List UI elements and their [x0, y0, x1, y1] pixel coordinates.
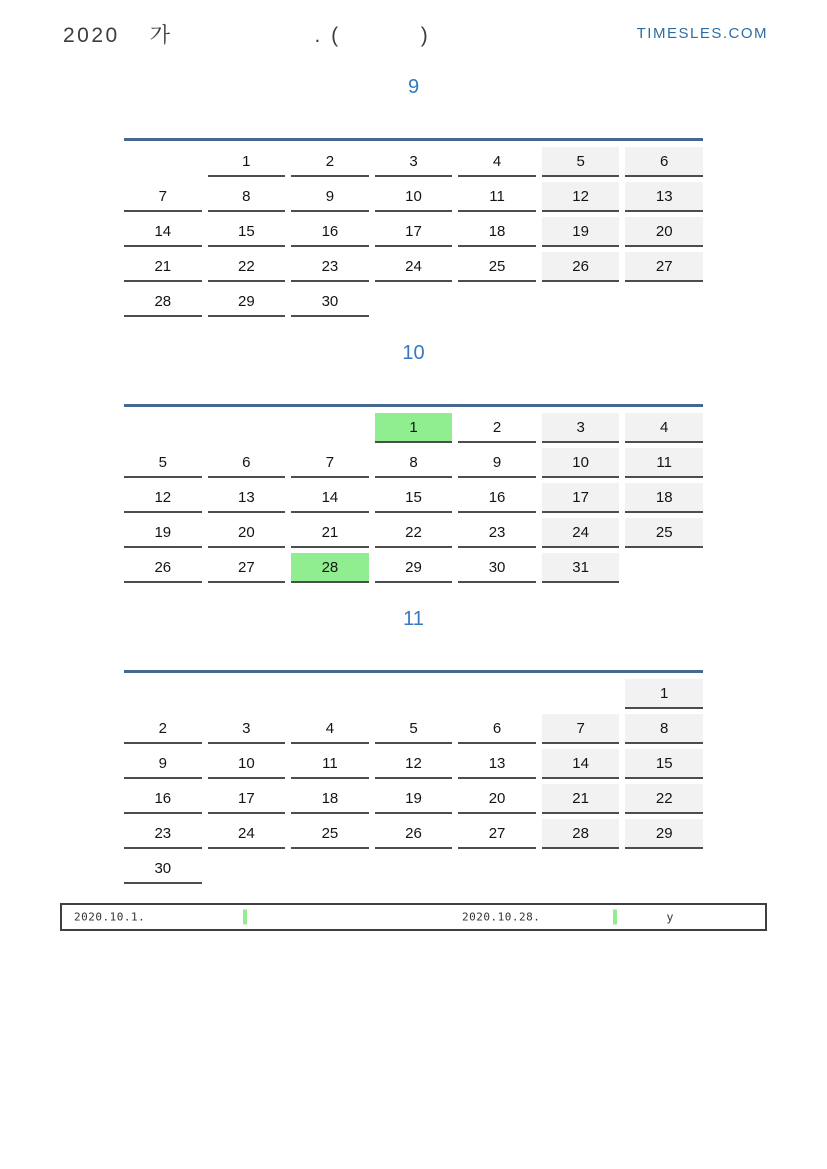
day-cell: 23 [124, 819, 202, 849]
day-cell: 12 [124, 483, 202, 513]
day-cell: 18 [458, 217, 536, 247]
day-cell: 29 [625, 819, 703, 849]
empty-day-cell [458, 679, 536, 709]
day-cell: 27 [208, 553, 286, 583]
day-cell: 29 [208, 287, 286, 317]
day-cell: 11 [458, 182, 536, 212]
legend-suffix-text: y [667, 910, 674, 924]
day-cell: 30 [458, 553, 536, 583]
month-grid [124, 413, 703, 583]
day-cell: 5 [542, 147, 620, 177]
empty-day-cell [291, 413, 369, 443]
day-cell: 6 [458, 714, 536, 744]
day-cell: 9 [458, 448, 536, 478]
day-cell: 31 [542, 553, 620, 583]
month-divider-line [124, 138, 703, 141]
day-cell: 25 [625, 518, 703, 548]
day-cell: 24 [375, 252, 453, 282]
legend-start-highlight-marker [243, 910, 247, 925]
site-logo-link[interactable]: TIMESLES.COM [636, 25, 768, 42]
day-cell: 12 [542, 182, 620, 212]
page-title [63, 19, 430, 49]
month-september [124, 76, 703, 317]
day-cell: 5 [375, 714, 453, 744]
day-cell: 15 [208, 217, 286, 247]
day-cell: 11 [625, 448, 703, 478]
day-cell: 4 [458, 147, 536, 177]
legend-start-date: 2020.10.1. [74, 910, 146, 924]
empty-day-cell [124, 679, 202, 709]
day-cell: 27 [458, 819, 536, 849]
empty-day-cell [458, 287, 536, 317]
day-cell: 2 [458, 413, 536, 443]
day-cell: 16 [458, 483, 536, 513]
day-cell: 19 [124, 518, 202, 548]
day-cell: 19 [542, 217, 620, 247]
day-cell: 6 [208, 448, 286, 478]
empty-day-cell [542, 679, 620, 709]
header [0, 0, 827, 49]
month-grid [124, 679, 703, 884]
day-cell-highlighted: 1 [375, 413, 453, 443]
day-cell: 13 [458, 749, 536, 779]
day-cell: 3 [542, 413, 620, 443]
day-cell: 22 [375, 518, 453, 548]
day-cell: 19 [375, 784, 453, 814]
day-cell: 10 [375, 182, 453, 212]
day-cell: 20 [458, 784, 536, 814]
empty-day-cell [291, 854, 369, 884]
day-cell: 23 [291, 252, 369, 282]
day-cell: 17 [208, 784, 286, 814]
day-cell: 26 [542, 252, 620, 282]
empty-day-cell [375, 679, 453, 709]
day-cell: 3 [208, 714, 286, 744]
title-close-paren: ) [420, 24, 431, 47]
day-cell: 23 [458, 518, 536, 548]
empty-day-cell [208, 413, 286, 443]
empty-day-cell [208, 679, 286, 709]
month-title: 11 [403, 608, 424, 630]
day-cell: 25 [291, 819, 369, 849]
day-cell: 1 [625, 679, 703, 709]
legend-end-highlight-marker [613, 910, 617, 925]
day-cell: 8 [625, 714, 703, 744]
empty-day-cell [625, 854, 703, 884]
day-cell: 21 [291, 518, 369, 548]
day-cell: 16 [124, 784, 202, 814]
empty-day-cell [291, 679, 369, 709]
empty-day-cell [542, 854, 620, 884]
day-cell: 15 [375, 483, 453, 513]
title-korean-text: 가 [149, 24, 173, 47]
day-cell: 21 [124, 252, 202, 282]
month-title: 9 [407, 76, 420, 98]
day-cell: 20 [208, 518, 286, 548]
day-cell: 13 [625, 182, 703, 212]
day-cell: 13 [208, 483, 286, 513]
month-divider-line [124, 670, 703, 673]
day-cell: 3 [375, 147, 453, 177]
day-cell: 1 [208, 147, 286, 177]
day-cell: 26 [124, 553, 202, 583]
month-divider-line [124, 404, 703, 407]
day-cell: 7 [291, 448, 369, 478]
empty-day-cell [625, 553, 703, 583]
day-cell: 10 [542, 448, 620, 478]
day-cell: 16 [291, 217, 369, 247]
day-cell: 18 [625, 483, 703, 513]
day-cell: 30 [124, 854, 202, 884]
day-cell: 29 [375, 553, 453, 583]
month-title: 10 [402, 342, 425, 364]
title-year: 2020 [63, 24, 120, 47]
day-cell: 14 [291, 483, 369, 513]
title-open-paren: . ( [314, 24, 341, 47]
day-cell: 28 [124, 287, 202, 317]
day-cell: 30 [291, 287, 369, 317]
day-cell: 12 [375, 749, 453, 779]
day-cell: 17 [375, 217, 453, 247]
day-cell: 21 [542, 784, 620, 814]
day-cell: 14 [542, 749, 620, 779]
empty-day-cell [625, 287, 703, 317]
day-cell: 2 [291, 147, 369, 177]
day-cell: 22 [625, 784, 703, 814]
day-cell: 10 [208, 749, 286, 779]
day-cell: 14 [124, 217, 202, 247]
day-cell: 15 [625, 749, 703, 779]
empty-day-cell [208, 854, 286, 884]
day-cell: 20 [625, 217, 703, 247]
day-cell: 5 [124, 448, 202, 478]
day-cell: 24 [542, 518, 620, 548]
day-cell-highlighted: 28 [291, 553, 369, 583]
day-cell: 24 [208, 819, 286, 849]
day-cell: 17 [542, 483, 620, 513]
empty-day-cell [124, 147, 202, 177]
day-cell: 26 [375, 819, 453, 849]
legend-end-date: 2020.10.28. [462, 910, 541, 924]
day-cell: 8 [375, 448, 453, 478]
day-cell: 4 [625, 413, 703, 443]
day-cell: 7 [542, 714, 620, 744]
month-october [124, 342, 703, 583]
month-november [124, 608, 703, 884]
day-cell: 11 [291, 749, 369, 779]
empty-day-cell [375, 854, 453, 884]
day-cell: 6 [625, 147, 703, 177]
day-cell: 18 [291, 784, 369, 814]
day-cell: 25 [458, 252, 536, 282]
day-cell: 9 [124, 749, 202, 779]
empty-day-cell [542, 287, 620, 317]
day-cell: 28 [542, 819, 620, 849]
day-cell: 22 [208, 252, 286, 282]
month-grid [124, 147, 703, 317]
calendar-months [124, 76, 703, 884]
empty-day-cell [458, 854, 536, 884]
day-cell: 2 [124, 714, 202, 744]
day-cell: 7 [124, 182, 202, 212]
day-cell: 8 [208, 182, 286, 212]
empty-day-cell [375, 287, 453, 317]
day-cell: 27 [625, 252, 703, 282]
day-cell: 9 [291, 182, 369, 212]
legend-bar [60, 903, 767, 931]
day-cell: 4 [291, 714, 369, 744]
empty-day-cell [124, 413, 202, 443]
